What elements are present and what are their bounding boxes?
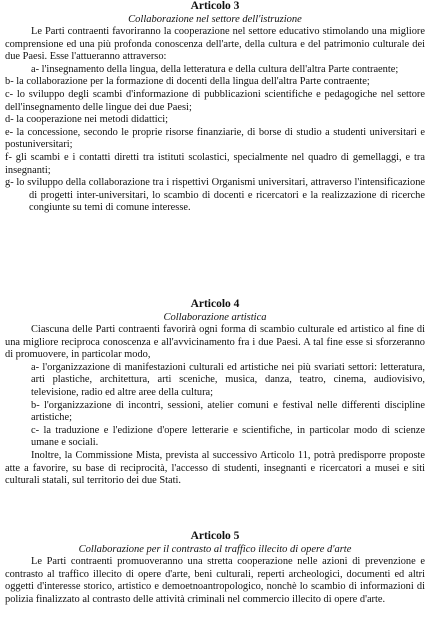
article-4-item-a: a- l'organizzazione di manifestazioni culturali ed artistiche nei più svariati settori: letteratura, arti plastiche, architettura, arti sceniche, musica, danza, teatro, cinema, audiovisivo, televisione, radio ed altre aree della cultura; xyxy=(31,361,425,398)
article-4 xyxy=(5,298,425,488)
article-4-item-b: b- l'organizzazione di incontri, sessioni, atelier comuni e festival nelle differenti discipline artistiche; xyxy=(31,399,425,424)
article-3-item-f: f- gli scambi e i contatti diretti tra istituti scolastici, specialmente nel quadro di gemellaggi, e tra insegnanti; xyxy=(5,151,425,176)
article-5-subtitle: Collaborazione per il contrasto al traffico illecito di opere d'arte xyxy=(78,544,352,555)
article-4-subtitle: Collaborazione artistica xyxy=(163,312,267,323)
article-4-closing: Inoltre, la Commissione Mista, prevista al successivo Articolo 11, potrà predisporre proposte atte a favorire, su base di reciprocità, l'accesso di studenti, insegnanti e ricercatori a musei e siti culturali statali, sul territorio dei due Stati. xyxy=(5,449,425,487)
article-3-item-b: b- la collaborazione per la formazione di docenti della lingua dell'altra Parte contraente; xyxy=(5,76,370,88)
article-4-item-c: c- la traduzione e l'edizione d'opere letterarie e scientifiche, in particolar modo di scienze umane e sociali. xyxy=(31,424,425,449)
article-5-title: Articolo 5 xyxy=(190,530,240,542)
article-3-item-c: c- lo sviluppo degli scambi d'informazione di pubblicazioni scientifiche e pedagogiche nel settore dell'insegnamento delle lingue dei due Paesi; xyxy=(5,88,425,113)
article-3-item-e: e- la concessione, secondo le proprie risorse finanziarie, di borse di studio a studenti universitari e postuniversitari; xyxy=(5,126,425,151)
article-3 xyxy=(5,0,425,215)
article-3-item-g: g- lo sviluppo della collaborazione tra i rispettivi Organismi universitari, attraverso l'intensificazione di progetti inter-universitari, lo scambio di docenti e ricercatori e la realizzazione di ricerche congiunte su temi di comune interesse. xyxy=(5,177,425,214)
article-3-subtitle: Collaborazione nel settore dell'istruzione xyxy=(128,14,302,25)
article-3-intro: Le Parti contraenti favoriranno la cooperazione nel settore educativo stimolando una migliore comprensione ed una più profonda conoscenza dell'arte, della cultura e del patrimonio culturale dei due Paesi. Esse l'attueranno attraverso: xyxy=(5,26,425,63)
article-4-intro: Ciascuna delle Parti contraenti favorirà ogni forma di scambio culturale ed artistico al fine di una migliore reciproca conoscenza e all'avvicinamento fra i due Paesi. A tal fine esse si sforzeranno di promuovere, in particolar modo, xyxy=(5,324,425,361)
article-3-item-d: d- la cooperazione nei metodi didattici; xyxy=(5,114,169,126)
article-4-title: Articolo 4 xyxy=(190,298,240,310)
article-5-intro: Le Parti contraenti promuoveranno una stretta cooperazione nelle azioni di prevenzione e contrasto al traffico illecito di opere d'arte, beni culturali, reperti archeologici, documenti ed altri oggetti d'interesse storico, artistico e demoetnoantropologico, nonchè lo scambio di informazioni di polizia finalizzato al contrasto delle attività criminali nel commercio illecito di opere d'arte. xyxy=(5,556,425,605)
article-3-title: Articolo 3 xyxy=(190,0,240,12)
article-3-item-a: a- l'insegnamento della lingua, della letteratura e della cultura dell'altra Parte contraente; xyxy=(31,63,399,75)
article-5 xyxy=(5,530,425,606)
